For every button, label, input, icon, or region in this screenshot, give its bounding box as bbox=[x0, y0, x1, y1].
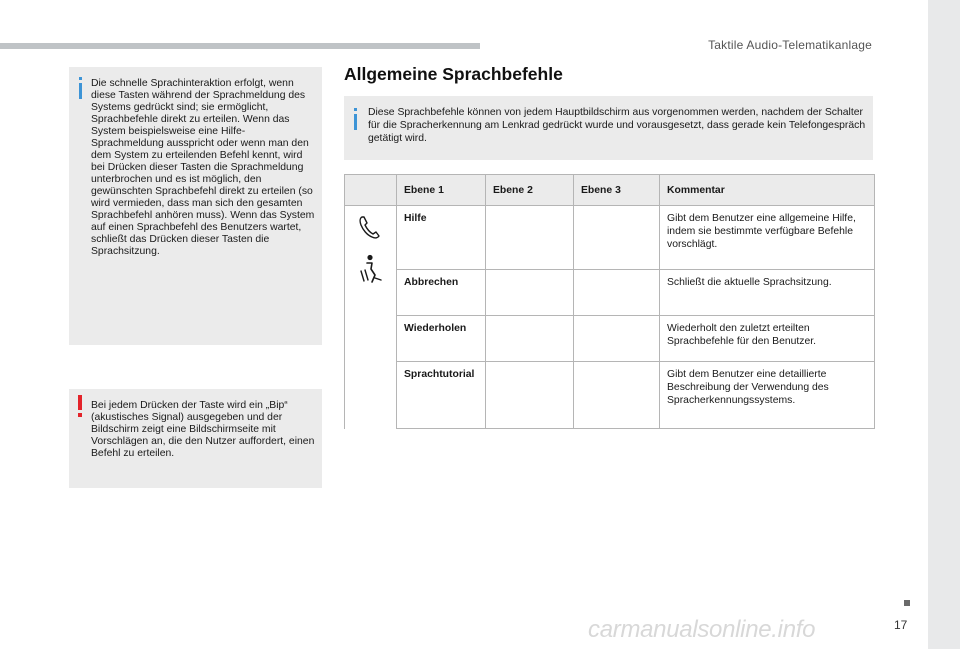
intro-text: Diese Sprachbefehle können von jedem Hauptbildschirm aus vorgenommen werden, nachdem der Schalter für die Spracherkennung am Lenkrad gedrückt wurde und vorausgesetzt, dass gerade kein Telefongespräch getätigt wird. bbox=[368, 107, 866, 144]
table-icon-cell bbox=[345, 206, 397, 429]
table-header-row bbox=[345, 175, 875, 206]
chapter-title: Taktile Audio-Telematikanlage bbox=[708, 38, 872, 52]
page-marker bbox=[904, 600, 910, 606]
page-edge-strip bbox=[928, 0, 960, 649]
comment-cell: Wiederholt den zuletzt erteilten Sprachbefehle für den Benutzer. bbox=[660, 316, 875, 362]
header-rule bbox=[0, 43, 480, 49]
level2-cell bbox=[486, 270, 574, 316]
comment-cell: Gibt dem Benutzer eine detaillierte Beschreibung der Verwendung des Spracherkennungssystems. bbox=[660, 362, 875, 429]
page-number: 17 bbox=[894, 618, 908, 632]
level3-cell bbox=[574, 270, 660, 316]
warning-note-text: Bei jedem Drücken der Taste wird ein „Bip“ (akustisches Signal) ausgegeben und der Bildschirm zeigt eine Bildschirmseite mit Vorschlägen an, die den Nutzer auffordert, einen Befehl zu erteilen. bbox=[91, 400, 315, 459]
table-header-comment: Kommentar bbox=[660, 175, 875, 206]
level2-cell bbox=[486, 362, 574, 429]
warning-icon bbox=[77, 395, 83, 419]
level2-cell bbox=[486, 206, 574, 270]
level1-cell: Hilfe bbox=[397, 206, 486, 270]
watermark: carmanualsonline.info bbox=[588, 616, 816, 643]
level2-cell bbox=[486, 316, 574, 362]
phone-icon bbox=[358, 214, 382, 240]
table-row bbox=[345, 206, 875, 270]
table-header-level3: Ebene 3 bbox=[574, 175, 660, 206]
warning-note bbox=[69, 389, 322, 488]
info-icon bbox=[354, 108, 357, 130]
level3-cell bbox=[574, 362, 660, 429]
comment-cell: Schließt die aktuelle Sprachsitzung. bbox=[660, 270, 875, 316]
info-note-text: Die schnelle Sprachinteraktion erfolgt, wenn diese Tasten während der Sprachmeldung des Systems gedrückt sind; sie ermöglicht, Sprachbefehle direkt zu erteilen. Wenn das System beispielsweise eine Hilfe-Sprachmeldung ausspricht oder wenn man den dem System zu erteilenden Befehl kennt, wird bei Drücken dieser Tasten die Sprachmeldung unterbrochen und es ist möglich, den gewünschten Sprachbefehl direkt zu erteilen (so wird vermieden, dass man sich den gesamten Sprachbefehl anhören muss). Wenn das System auf einen Sprachbefehl des Benutzers wartet, schließt das Drücken dieser Tasten die Sprachsitzung. bbox=[91, 78, 315, 257]
table-header-level1: Ebene 1 bbox=[397, 175, 486, 206]
comment-cell: Gibt dem Benutzer eine allgemeine Hilfe, indem sie bestimmte verfügbare Befehle vorschlägt. bbox=[660, 206, 875, 270]
table-row bbox=[345, 316, 875, 362]
section-title: Allgemeine Sprachbefehle bbox=[344, 64, 563, 84]
voice-command-icon bbox=[357, 254, 383, 284]
table-header-level2: Ebene 2 bbox=[486, 175, 574, 206]
voice-command-table bbox=[344, 174, 875, 429]
table-row bbox=[345, 270, 875, 316]
level3-cell bbox=[574, 316, 660, 362]
table-row bbox=[345, 362, 875, 429]
info-icon bbox=[79, 77, 82, 99]
level3-cell bbox=[574, 206, 660, 270]
table-header-icon-column bbox=[345, 175, 397, 206]
level1-cell: Abbrechen bbox=[397, 270, 486, 316]
level1-cell: Sprachtutorial bbox=[397, 362, 486, 429]
info-note bbox=[69, 67, 322, 345]
intro-note bbox=[344, 96, 873, 160]
level1-cell: Wiederholen bbox=[397, 316, 486, 362]
